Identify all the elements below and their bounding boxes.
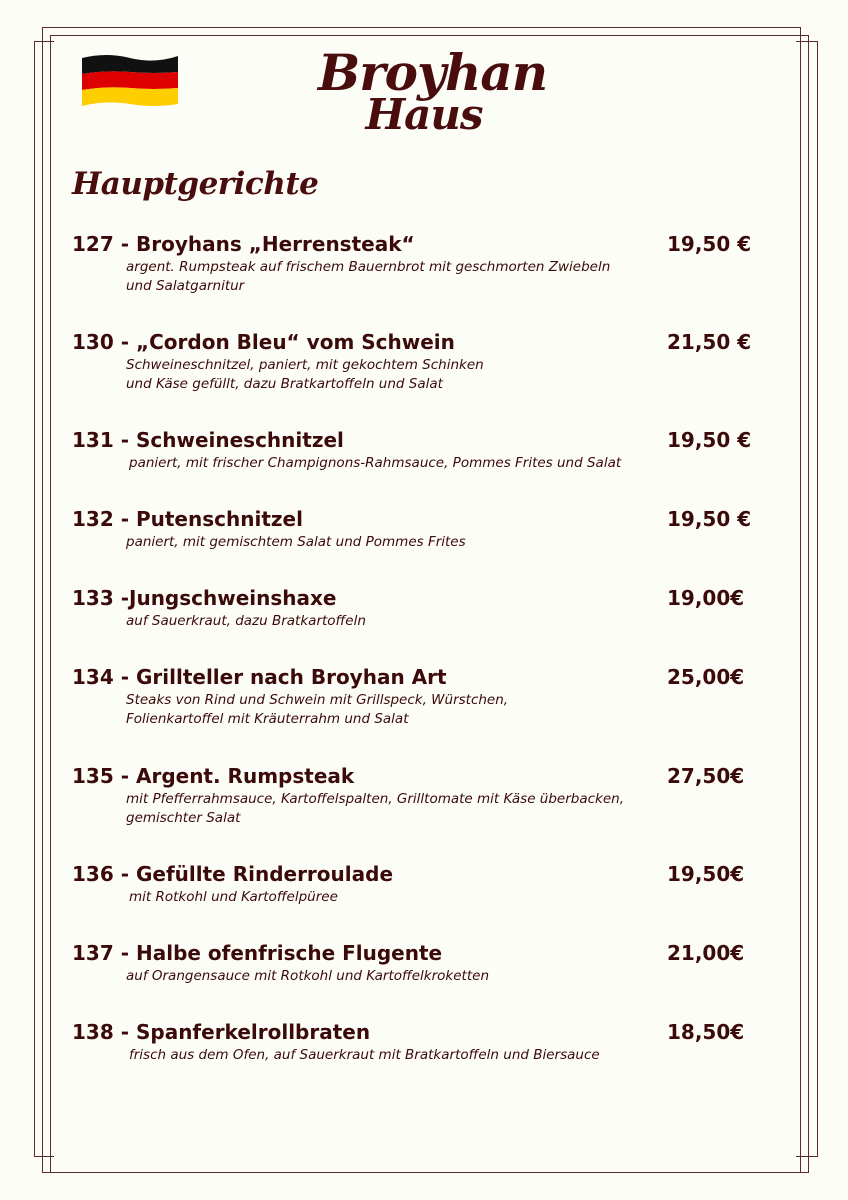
menu-item-description: paniert, mit frischer Champignons-Rahmsauce, Pommes Frites und Salat <box>129 455 622 471</box>
menu-item-name: 134 - Grillteller nach Broyhan Art <box>72 665 447 689</box>
menu-item-price: 19,50 € <box>667 507 752 531</box>
german-flag-icon <box>80 52 180 108</box>
menu-item-price: 19,50€ <box>667 862 745 886</box>
brand-logo-line2: Haus <box>365 90 483 139</box>
right-border-bracket <box>796 41 818 1157</box>
menu-item <box>72 1019 762 1065</box>
menu-item-name: 130 - „Cordon Bleu“ vom Schwein <box>72 330 455 354</box>
section-title: Hauptgerichte <box>72 166 319 202</box>
menu-item-description: paniert, mit gemischtem Salat und Pommes Frites <box>126 534 466 550</box>
menu-item-description: Steaks von Rind und Schwein mit Grillspeck, Würstchen, Folienkartoffel mit Kräuterrahm und Salat <box>126 692 509 727</box>
menu-item-name: 131 - Schweineschnitzel <box>72 428 344 452</box>
menu-item <box>72 231 762 295</box>
menu-item-price: 21,00€ <box>667 941 745 965</box>
menu-item-description: mit Rotkohl und Kartoffelpüree <box>129 889 338 905</box>
brand-logo <box>318 43 548 139</box>
menu-item-name: 136 - Gefüllte Rinderroulade <box>72 862 394 886</box>
menu-item-price: 18,50€ <box>667 1020 745 1044</box>
menu-item <box>72 763 762 827</box>
menu-item-price: 27,50€ <box>667 764 745 788</box>
menu-item <box>72 664 762 728</box>
menu-item-price: 19,00€ <box>667 586 745 610</box>
menu-item-description: auf Sauerkraut, dazu Bratkartoffeln <box>126 613 366 629</box>
menu-item-description: frisch aus dem Ofen, auf Sauerkraut mit Bratkartoffeln und Biersauce <box>129 1047 600 1063</box>
menu-item-description: argent. Rumpsteak auf frischem Bauernbrot mit geschmorten Zwiebeln und Salatgarnitur <box>126 259 611 294</box>
menu-item <box>72 329 762 393</box>
menu-item-price: 25,00€ <box>667 665 745 689</box>
menu-item-price: 19,50 € <box>667 232 752 256</box>
menu-item-name: 133 -Jungschweinshaxe <box>72 586 337 610</box>
menu-item-description: Schweineschnitzel, paniert, mit gekochtem Schinken und Käse gefüllt, dazu Bratkartoffeln und Salat <box>126 357 484 392</box>
menu-item-name: 132 - Putenschnitzel <box>72 507 303 531</box>
menu-item-description: auf Orangensauce mit Rotkohl und Kartoffelkroketten <box>126 968 490 984</box>
menu-item-name: 137 - Halbe ofenfrische Flugente <box>72 941 443 965</box>
menu-item <box>72 585 762 631</box>
menu-item <box>72 861 762 907</box>
menu-item <box>72 427 762 473</box>
menu-item <box>72 506 762 552</box>
menu-item-name: 135 - Argent. Rumpsteak <box>72 764 355 788</box>
menu-item <box>72 940 762 986</box>
menu-item-description: mit Pfefferrahmsauce, Kartoffelspalten, Grilltomate mit Käse überbacken, gemischter Salat <box>126 791 625 826</box>
brand-logo-line1: Broyhan <box>318 43 548 102</box>
left-border-bracket <box>34 41 54 1157</box>
menu-item-name: 138 - Spanferkelrollbraten <box>72 1020 371 1044</box>
menu-item-name: 127 - Broyhans „Herrensteak“ <box>72 232 415 256</box>
menu-item-price: 19,50 € <box>667 428 752 452</box>
menu-item-price: 21,50 € <box>667 330 752 354</box>
